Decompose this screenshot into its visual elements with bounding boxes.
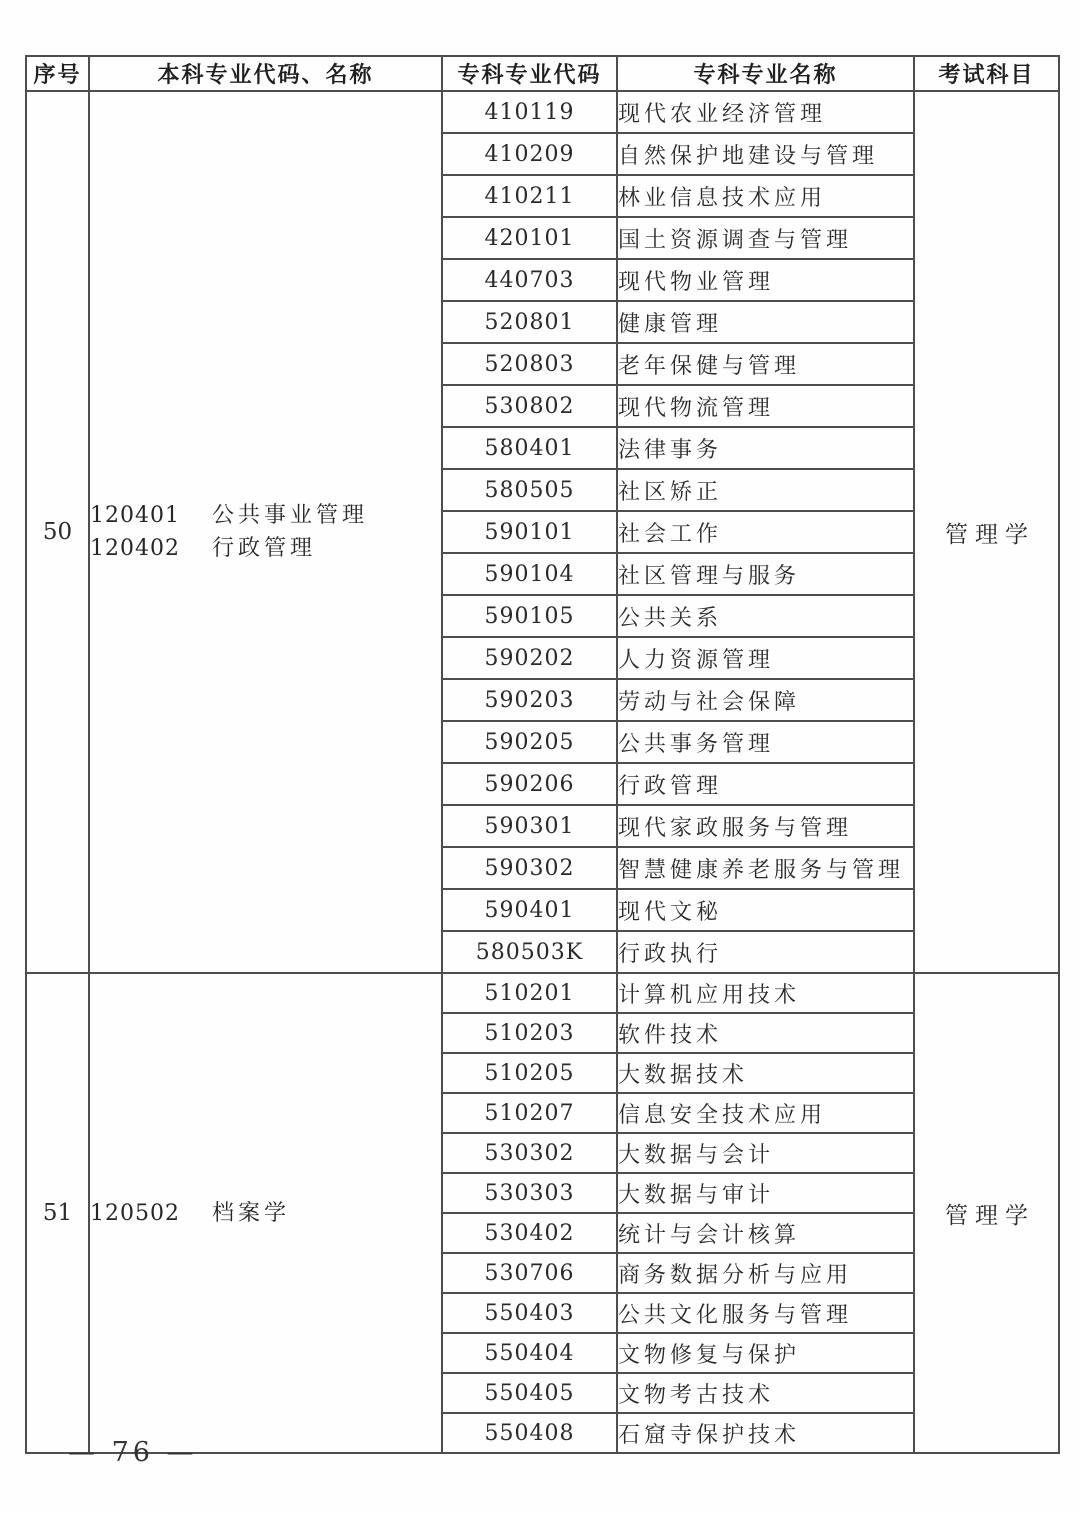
college-major-code-cell: 440703 <box>442 259 617 301</box>
college-major-code-cell: 410211 <box>442 175 617 217</box>
college-major-name-cell: 统计与会计核算 <box>617 1213 914 1253</box>
header-college-code: 专科专业代码 <box>442 56 617 91</box>
college-major-code-cell: 590302 <box>442 847 617 889</box>
college-major-code-cell: 510203 <box>442 1013 617 1053</box>
exam-subject-cell: 管理学 <box>914 91 1059 973</box>
college-major-code-cell: 420101 <box>442 217 617 259</box>
college-major-name-cell: 信息安全技术应用 <box>617 1093 914 1133</box>
exam-subject-cell: 管理学 <box>914 973 1059 1453</box>
table-row <box>26 91 1059 133</box>
college-major-code-cell: 510201 <box>442 973 617 1013</box>
college-major-code-cell: 530302 <box>442 1133 617 1173</box>
college-major-name-cell: 行政管理 <box>617 763 914 805</box>
college-major-name-cell: 现代家政服务与管理 <box>617 805 914 847</box>
header-college-name: 专科专业名称 <box>617 56 914 91</box>
college-major-code-cell: 580401 <box>442 427 617 469</box>
table-header-row <box>26 56 1059 91</box>
college-major-code-cell: 580505 <box>442 469 617 511</box>
majors-table-wrapper <box>25 55 1060 1454</box>
college-major-code-cell: 580503K <box>442 931 617 973</box>
undergrad-major-name: 公共事业管理 <box>212 503 369 528</box>
college-major-name-cell: 现代物流管理 <box>617 385 914 427</box>
college-major-code-cell: 550403 <box>442 1293 617 1333</box>
table-row <box>26 973 1059 1013</box>
majors-table <box>25 55 1060 1454</box>
college-major-code-cell: 550404 <box>442 1333 617 1373</box>
college-major-code-cell: 530402 <box>442 1213 617 1253</box>
college-major-name-cell: 行政执行 <box>617 931 914 973</box>
page-number: — 76 — <box>68 1437 198 1468</box>
college-major-name-cell: 计算机应用技术 <box>617 973 914 1013</box>
college-major-code-cell: 550405 <box>442 1373 617 1413</box>
college-major-name-cell: 人力资源管理 <box>617 637 914 679</box>
college-major-name-cell: 文物考古技术 <box>617 1373 914 1413</box>
undergrad-major-code: 120401 <box>90 503 180 528</box>
undergrad-major-line <box>90 1197 441 1230</box>
college-major-name-cell: 大数据与审计 <box>617 1173 914 1213</box>
college-major-code-cell: 590206 <box>442 763 617 805</box>
college-major-name-cell: 现代农业经济管理 <box>617 91 914 133</box>
serial-number-cell: 50 <box>26 91 89 973</box>
undergrad-major-cell <box>89 91 442 973</box>
undergrad-major-code: 120502 <box>90 1200 180 1226</box>
college-major-code-cell: 590301 <box>442 805 617 847</box>
college-major-code-cell: 530303 <box>442 1173 617 1213</box>
college-major-name-cell: 法律事务 <box>617 427 914 469</box>
college-major-code-cell: 510207 <box>442 1093 617 1133</box>
serial-number-cell: 51 <box>26 973 89 1453</box>
college-major-code-cell: 520801 <box>442 301 617 343</box>
college-major-name-cell: 社区管理与服务 <box>617 553 914 595</box>
college-major-code-cell: 590203 <box>442 679 617 721</box>
college-major-name-cell: 公共文化服务与管理 <box>617 1293 914 1333</box>
college-major-name-cell: 软件技术 <box>617 1013 914 1053</box>
college-major-code-cell: 550408 <box>442 1413 617 1453</box>
college-major-name-cell: 大数据与会计 <box>617 1133 914 1173</box>
undergrad-major-name: 行政管理 <box>212 536 317 561</box>
undergrad-major-code: 120402 <box>90 536 180 561</box>
college-major-code-cell: 590101 <box>442 511 617 553</box>
header-serial-number: 序号 <box>26 56 89 91</box>
college-major-code-cell: 590105 <box>442 595 617 637</box>
college-major-code-cell: 410119 <box>442 91 617 133</box>
college-major-name-cell: 健康管理 <box>617 301 914 343</box>
college-major-name-cell: 文物修复与保护 <box>617 1333 914 1373</box>
college-major-code-cell: 590104 <box>442 553 617 595</box>
college-major-code-cell: 510205 <box>442 1053 617 1093</box>
header-undergrad-code-name: 本科专业代码、名称 <box>89 56 442 91</box>
undergrad-major-line <box>90 499 441 532</box>
college-major-code-cell: 590202 <box>442 637 617 679</box>
college-major-name-cell: 社会工作 <box>617 511 914 553</box>
college-major-name-cell: 大数据技术 <box>617 1053 914 1093</box>
college-major-name-cell: 公共关系 <box>617 595 914 637</box>
college-major-name-cell: 老年保健与管理 <box>617 343 914 385</box>
college-major-name-cell: 林业信息技术应用 <box>617 175 914 217</box>
college-major-name-cell: 石窟寺保护技术 <box>617 1413 914 1453</box>
college-major-name-cell: 社区矫正 <box>617 469 914 511</box>
college-major-name-cell: 商务数据分析与应用 <box>617 1253 914 1293</box>
college-major-name-cell: 自然保护地建设与管理 <box>617 133 914 175</box>
undergrad-major-line <box>90 532 441 565</box>
college-major-code-cell: 590401 <box>442 889 617 931</box>
college-major-code-cell: 410209 <box>442 133 617 175</box>
college-major-name-cell: 劳动与社会保障 <box>617 679 914 721</box>
undergrad-major-name: 档案学 <box>212 1200 291 1226</box>
college-major-name-cell: 智慧健康养老服务与管理 <box>617 847 914 889</box>
header-exam-subject: 考试科目 <box>914 56 1059 91</box>
college-major-code-cell: 520803 <box>442 343 617 385</box>
college-major-name-cell: 现代文秘 <box>617 889 914 931</box>
college-major-code-cell: 530706 <box>442 1253 617 1293</box>
undergrad-major-cell <box>89 973 442 1453</box>
college-major-name-cell: 国土资源调查与管理 <box>617 217 914 259</box>
college-major-name-cell: 现代物业管理 <box>617 259 914 301</box>
college-major-code-cell: 530802 <box>442 385 617 427</box>
college-major-code-cell: 590205 <box>442 721 617 763</box>
college-major-name-cell: 公共事务管理 <box>617 721 914 763</box>
